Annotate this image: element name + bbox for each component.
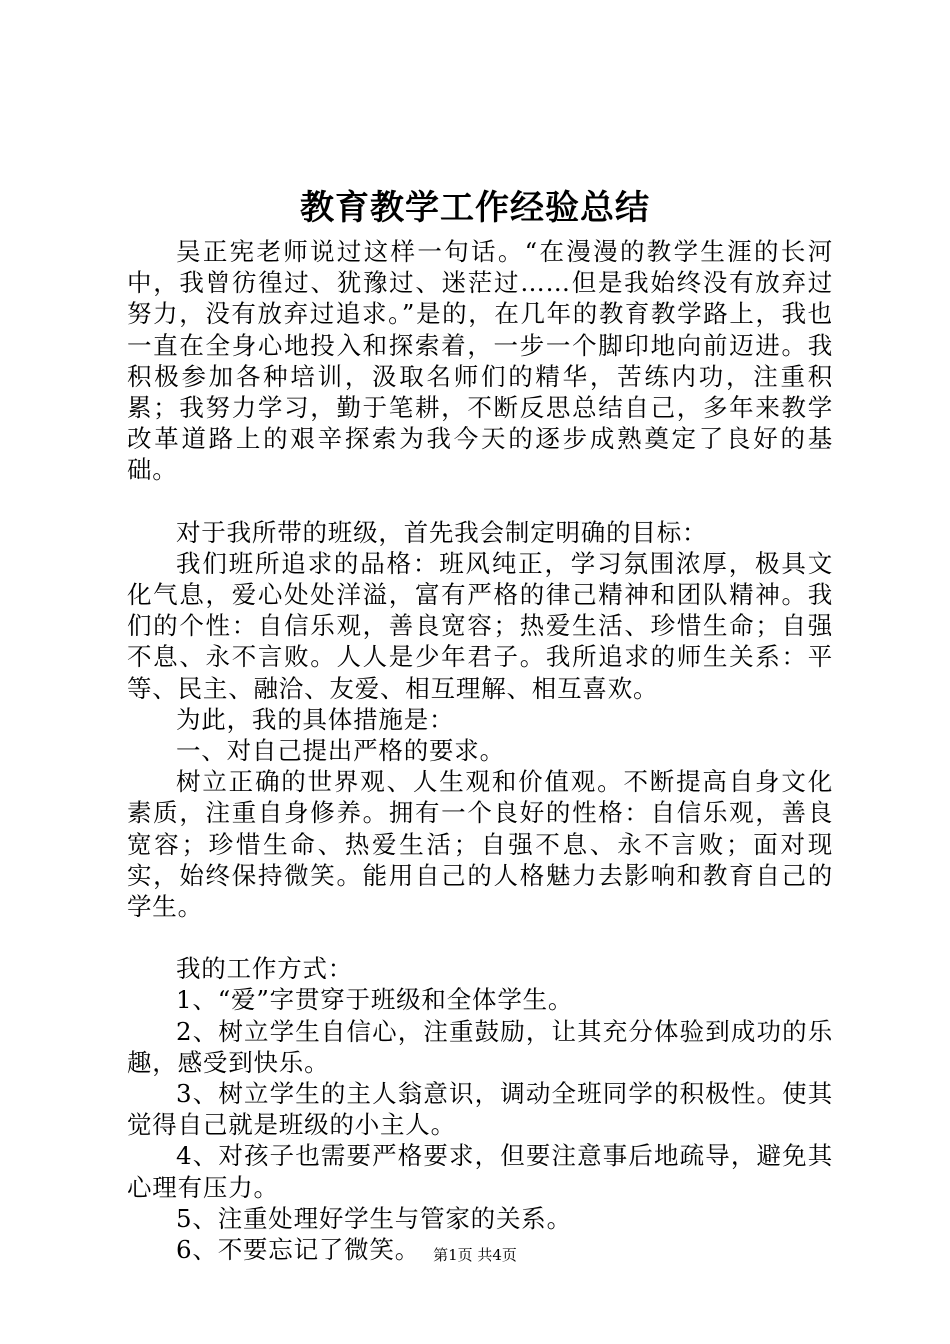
list-item-method-1: 1、“爱”字贯穿于班级和全体学生。 [176,985,574,1015]
paragraph-worldview: 树立正确的世界观、人生观和价值观。不断提高自身文化素质，注重自身修养。拥有一个良好的性格：自信乐观，善良宽容；珍惜生命、热爱生活；自强不息、永不言败；面对现实，始终保持微笑。能用自己的人格魅力去影响和教育自己的学生。 [127,767,833,922]
paragraph-spacer [127,486,833,517]
paragraph-measure-heading-1: 一、对自己提出严格的要求。 [176,736,505,766]
paragraph-class-character: 我们班所追求的品格：班风纯正，学习氛围浓厚，极具文化气息，爱心处处洋溢，富有严格的律己精神和团队精神。我们的个性：自信乐观，善良宽容；热爱生活、珍惜生命；自强不息、永不言败。人人是少年君子。我所追求的师生关系：平等、民主、融洽、友爱、相互理解、相互喜欢。 [127,548,833,703]
document-title: 教育教学工作经验总结 [300,188,650,228]
paragraph-work-methods-lead: 我的工作方式： [176,954,354,984]
paragraph-class-goal-lead: 对于我所带的班级，首先我会制定明确的目标： [176,517,708,547]
document-body [127,236,833,1265]
paragraph-intro: 吴正宪老师说过这样一句话。“在漫漫的教学生涯的长河中，我曾彷徨过、犹豫过、迷茫过……但是我始终没有放弃过努力，没有放弃过追求。”是的，在几年的教育教学路上，我也一直在全身心地投入和探索着，一步一个脚印地向前迈进。我积极参加各种培训，汲取名师们的精华，苦练内功，注重积累；我努力学习，勤于笔耕，不断反思总结自己，多年来教学改革道路上的艰辛探索为我今天的逐步成熟奠定了良好的基础。 [127,237,833,485]
list-item-method-6: 6、不要忘记了微笑。 [176,1235,421,1265]
paragraph-measures-lead: 为此，我的具体措施是： [176,704,455,734]
page-footer: 第1页 共4页 [433,1246,517,1264]
list-item-method-2: 2、树立学生自信心，注重鼓励，让其充分体验到成功的乐趣，感受到快乐。 [127,1016,833,1077]
list-item-method-4: 4、对孩子也需要严格要求，但要注意事后地疏导，避免其心理有压力。 [127,1141,833,1202]
list-item-method-3: 3、树立学生的主人翁意识，调动全班同学的积极性。使其觉得自己就是班级的小主人。 [127,1079,833,1140]
list-item-method-5: 5、注重处理好学生与管家的关系。 [176,1203,572,1233]
paragraph-spacer [127,922,833,953]
